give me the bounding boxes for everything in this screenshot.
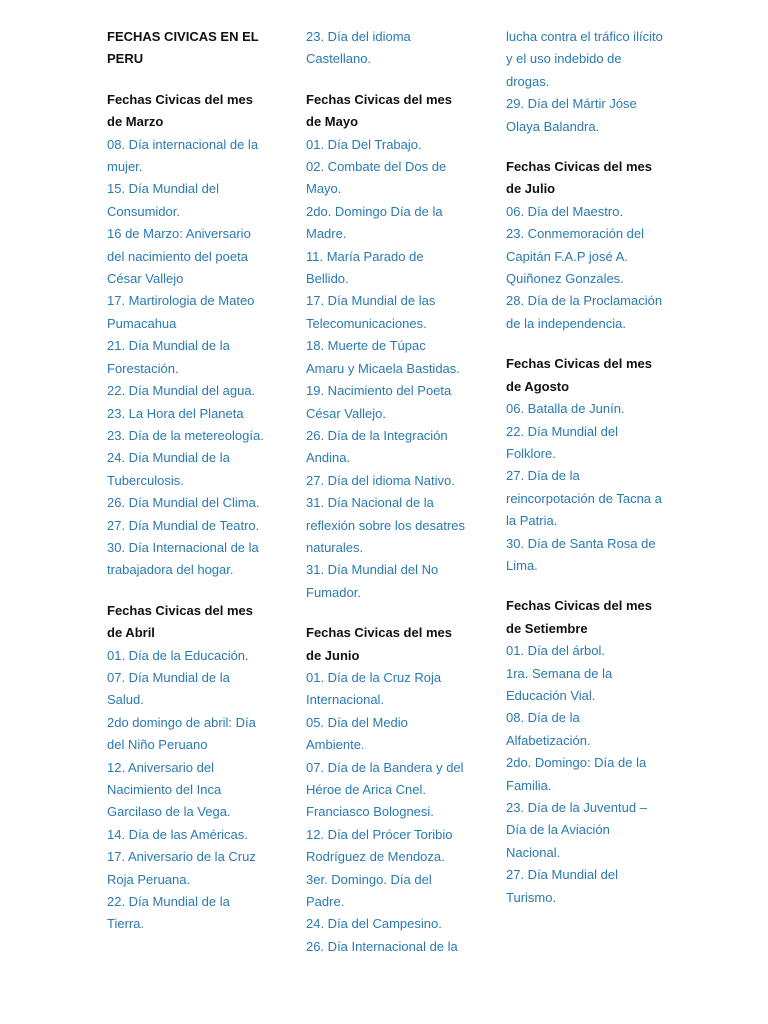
date-entry[interactable]: 19. Nacimiento del Poeta César Vallejo. bbox=[306, 383, 452, 421]
date-entry[interactable]: 12. Día del Prócer Toribio Rodríguez de Mendoza. bbox=[306, 826, 453, 865]
date-entry[interactable]: 22. Día Mundial de la Tierra. bbox=[107, 894, 230, 932]
column-1-sections bbox=[107, 89, 267, 936]
date-entry[interactable]: 22. Día Mundial del agua. bbox=[107, 383, 256, 399]
date-entry[interactable]: 29. Día del Mártir Jóse Olaya Balandra. bbox=[506, 96, 637, 134]
date-entry[interactable]: 28. Día de la Proclamación de la independencia. bbox=[506, 293, 663, 331]
date-entry[interactable]: 31. Día Nacional de la reflexión sobre los desatres naturales. bbox=[306, 495, 465, 555]
month-heading: Fechas Civicas del mes de Julio bbox=[506, 159, 652, 197]
month-section bbox=[506, 26, 664, 138]
date-entry[interactable]: 12. Aniversario del Nacimiento del Inca Garcilaso de la Vega. bbox=[107, 759, 231, 820]
month-section bbox=[107, 600, 267, 936]
document-title: FECHAS CIVICAS EN EL PERU bbox=[107, 29, 259, 67]
month-section bbox=[506, 353, 664, 577]
date-entry[interactable]: 15. Día Mundial del Consumidor. bbox=[107, 181, 220, 219]
date-entry[interactable]: 17. Aniversario de la Cruz Roja Peruana. bbox=[107, 849, 256, 887]
date-entry[interactable]: 2do domingo de abril: Día del Niño Peruano bbox=[107, 714, 256, 753]
month-heading: Fechas Civicas del mes de Mayo bbox=[306, 91, 452, 130]
date-entry[interactable]: 2do. Domingo: Día de la Familia. bbox=[506, 755, 647, 793]
date-entry[interactable]: 27. Día Mundial de Teatro. bbox=[107, 517, 260, 533]
date-entry[interactable]: 21. Día Mundial de la Forestación. bbox=[107, 338, 230, 376]
month-heading: Fechas Civicas del mes de Marzo bbox=[107, 91, 253, 130]
date-entry[interactable]: 06. Día del Maestro. bbox=[506, 203, 624, 219]
date-entry[interactable]: 24. Día del Campesino. bbox=[306, 916, 442, 932]
month-section bbox=[306, 622, 466, 958]
date-entry[interactable]: 23. Día de la metereología. bbox=[107, 427, 264, 443]
date-entry[interactable]: 1ra. Semana de la Educación Vial. bbox=[506, 665, 613, 703]
date-entry[interactable]: 23. Día de la Juventud – Día de la Aviación Nacional. bbox=[506, 800, 647, 860]
date-entry[interactable]: 01. Día del árbol. bbox=[506, 643, 606, 659]
date-entry[interactable]: 27. Día de la reincorpotación de Tacna a la Patria. bbox=[506, 468, 662, 529]
date-entry[interactable]: 05. Día del Medio Ambiente. bbox=[306, 714, 408, 753]
column-2-sections bbox=[306, 26, 466, 958]
date-entry[interactable]: 01. Día Del Trabajo. bbox=[306, 136, 422, 152]
date-entry[interactable]: 24. Día Mundial de la Tuberculosis. bbox=[107, 450, 230, 488]
date-entry[interactable]: 3er. Domingo. Día del Padre. bbox=[306, 871, 432, 910]
month-heading: Fechas Civicas del mes de Setiembre bbox=[506, 598, 652, 636]
date-entry[interactable]: lucha contra el tráfico ilícito y el uso indebido de drogas. bbox=[506, 29, 663, 89]
date-entry[interactable]: 18. Muerte de Túpac Amaru y Micaela Bastidas. bbox=[306, 338, 460, 376]
date-entry[interactable]: 23. La Hora del Planeta bbox=[107, 405, 244, 421]
date-entry[interactable]: 14. Día de las Américas. bbox=[107, 826, 248, 842]
date-entry[interactable]: 30. Día de Santa Rosa de Lima. bbox=[506, 535, 656, 573]
date-entry[interactable]: 17. Día Mundial de las Telecomunicaciones. bbox=[306, 293, 436, 331]
date-entry[interactable]: 26. Día Mundial del Clima. bbox=[107, 495, 260, 511]
date-entry[interactable]: 2do. Domingo Día de la Madre. bbox=[306, 203, 443, 242]
date-entry[interactable]: 08. Día de la Alfabetización. bbox=[506, 710, 591, 748]
date-entry[interactable]: 08. Día internacional de la mujer. bbox=[107, 136, 259, 175]
date-entry[interactable]: 23. Conmemoración del Capitán F.A.P josé A. Quiñonez Gonzales. bbox=[506, 226, 645, 287]
date-entry[interactable]: 01. Día de la Cruz Roja Internacional. bbox=[306, 669, 442, 708]
date-entry[interactable]: 07. Día Mundial de la Salud. bbox=[107, 669, 230, 708]
date-entry[interactable]: 02. Combate del Dos de Mayo. bbox=[306, 159, 447, 197]
month-section bbox=[506, 595, 664, 909]
date-entry[interactable]: 17. Martirologia de Mateo Pumacahua bbox=[107, 293, 255, 331]
month-section bbox=[306, 26, 466, 71]
month-heading: Fechas Civicas del mes de Abril bbox=[107, 602, 253, 641]
date-entry[interactable]: 11. María Parado de Bellido. bbox=[306, 248, 424, 287]
column-3-sections bbox=[506, 26, 664, 909]
date-entry[interactable]: 07. Día de la Bandera y del Héroe de Arica Cnel. Franciasco Bolognesi. bbox=[306, 759, 464, 820]
column-1 bbox=[107, 26, 267, 954]
date-entry[interactable]: 26. Día de la Integración Andina. bbox=[306, 427, 448, 466]
date-entry[interactable]: 16 de Marzo: Aniversario del nacimiento del poeta César Vallejo bbox=[107, 226, 251, 287]
date-entry[interactable]: 26. Día Internacional de la bbox=[306, 938, 458, 954]
date-entry[interactable]: 30. Día Internacional de la trabajadora del hogar. bbox=[107, 539, 259, 578]
column-3 bbox=[506, 26, 664, 927]
date-entry[interactable]: 06. Batalla de Junín. bbox=[506, 401, 625, 417]
date-entry[interactable]: 01. Día de la Educación. bbox=[107, 647, 249, 663]
date-entry[interactable]: 31. Día Mundial del No Fumador. bbox=[306, 562, 439, 600]
column-2 bbox=[306, 26, 466, 976]
date-entry[interactable]: 27. Día del idioma Nativo. bbox=[306, 472, 455, 488]
month-section bbox=[506, 156, 664, 335]
date-entry[interactable]: 22. Día Mundial del Folklore. bbox=[506, 423, 619, 461]
month-heading: Fechas Civicas del mes de Junio bbox=[306, 625, 452, 663]
month-section bbox=[306, 89, 466, 604]
date-entry[interactable]: 23. Día del idioma Castellano. bbox=[306, 29, 411, 67]
date-entry[interactable]: 27. Día Mundial del Turismo. bbox=[506, 867, 619, 905]
month-section bbox=[107, 89, 267, 582]
month-heading: Fechas Civicas del mes de Agosto bbox=[506, 356, 652, 394]
